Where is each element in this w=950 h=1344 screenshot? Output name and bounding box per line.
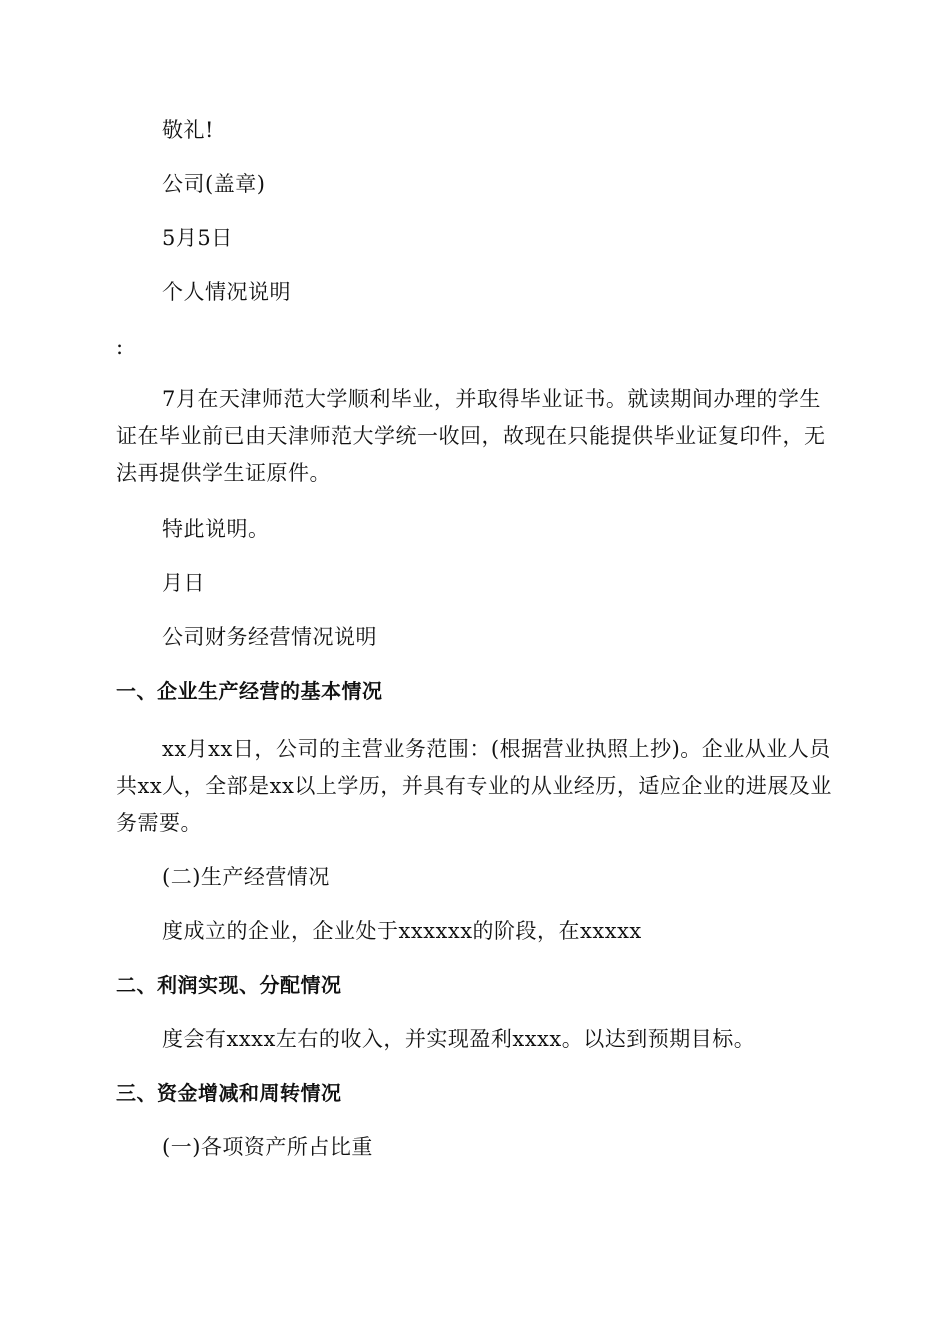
section-heading-1: 一、企业生产经营的基本情况 xyxy=(116,679,383,703)
company-seal-line: 公司(盖章) xyxy=(162,172,266,196)
salutation-colon: : xyxy=(116,335,124,359)
stage-paragraph: 度成立的企业，企业处于xxxxxx的阶段，在xxxxx xyxy=(162,919,642,943)
date-line-2: 月日 xyxy=(162,571,205,595)
section-heading-2: 二、利润实现、分配情况 xyxy=(116,973,342,997)
personal-statement-title: 个人情况说明 xyxy=(162,280,291,304)
sub-heading-assets: (一)各项资产所占比重 xyxy=(162,1135,373,1159)
closing-salutation: 敬礼! xyxy=(162,118,214,142)
graduation-paragraph: 7月在天津师范大学顺利毕业，并取得毕业证书。就读期间办理的学生证在毕业前已由天津师范大学统一收回，故现在只能提供毕业证复印件，无法再提供学生证原件。 xyxy=(116,387,826,485)
business-paragraph: xx月xx日，公司的主营业务范围：(根据营业执照上抄)。企业从业人员共xx人，全部是xx以上学历，并具有专业的从业经历，适应企业的进展及业务需要。 xyxy=(116,737,832,835)
date-line: 5月5日 xyxy=(162,226,233,250)
sub-heading-production: (二)生产经营情况 xyxy=(162,865,330,889)
profit-paragraph: 度会有xxxx左右的收入，并实现盈利xxxx。以达到预期目标。 xyxy=(162,1027,756,1051)
section-heading-3: 三、资金增减和周转情况 xyxy=(116,1081,342,1105)
finance-statement-title: 公司财务经营情况说明 xyxy=(162,625,377,649)
special-note: 特此说明。 xyxy=(162,517,270,541)
